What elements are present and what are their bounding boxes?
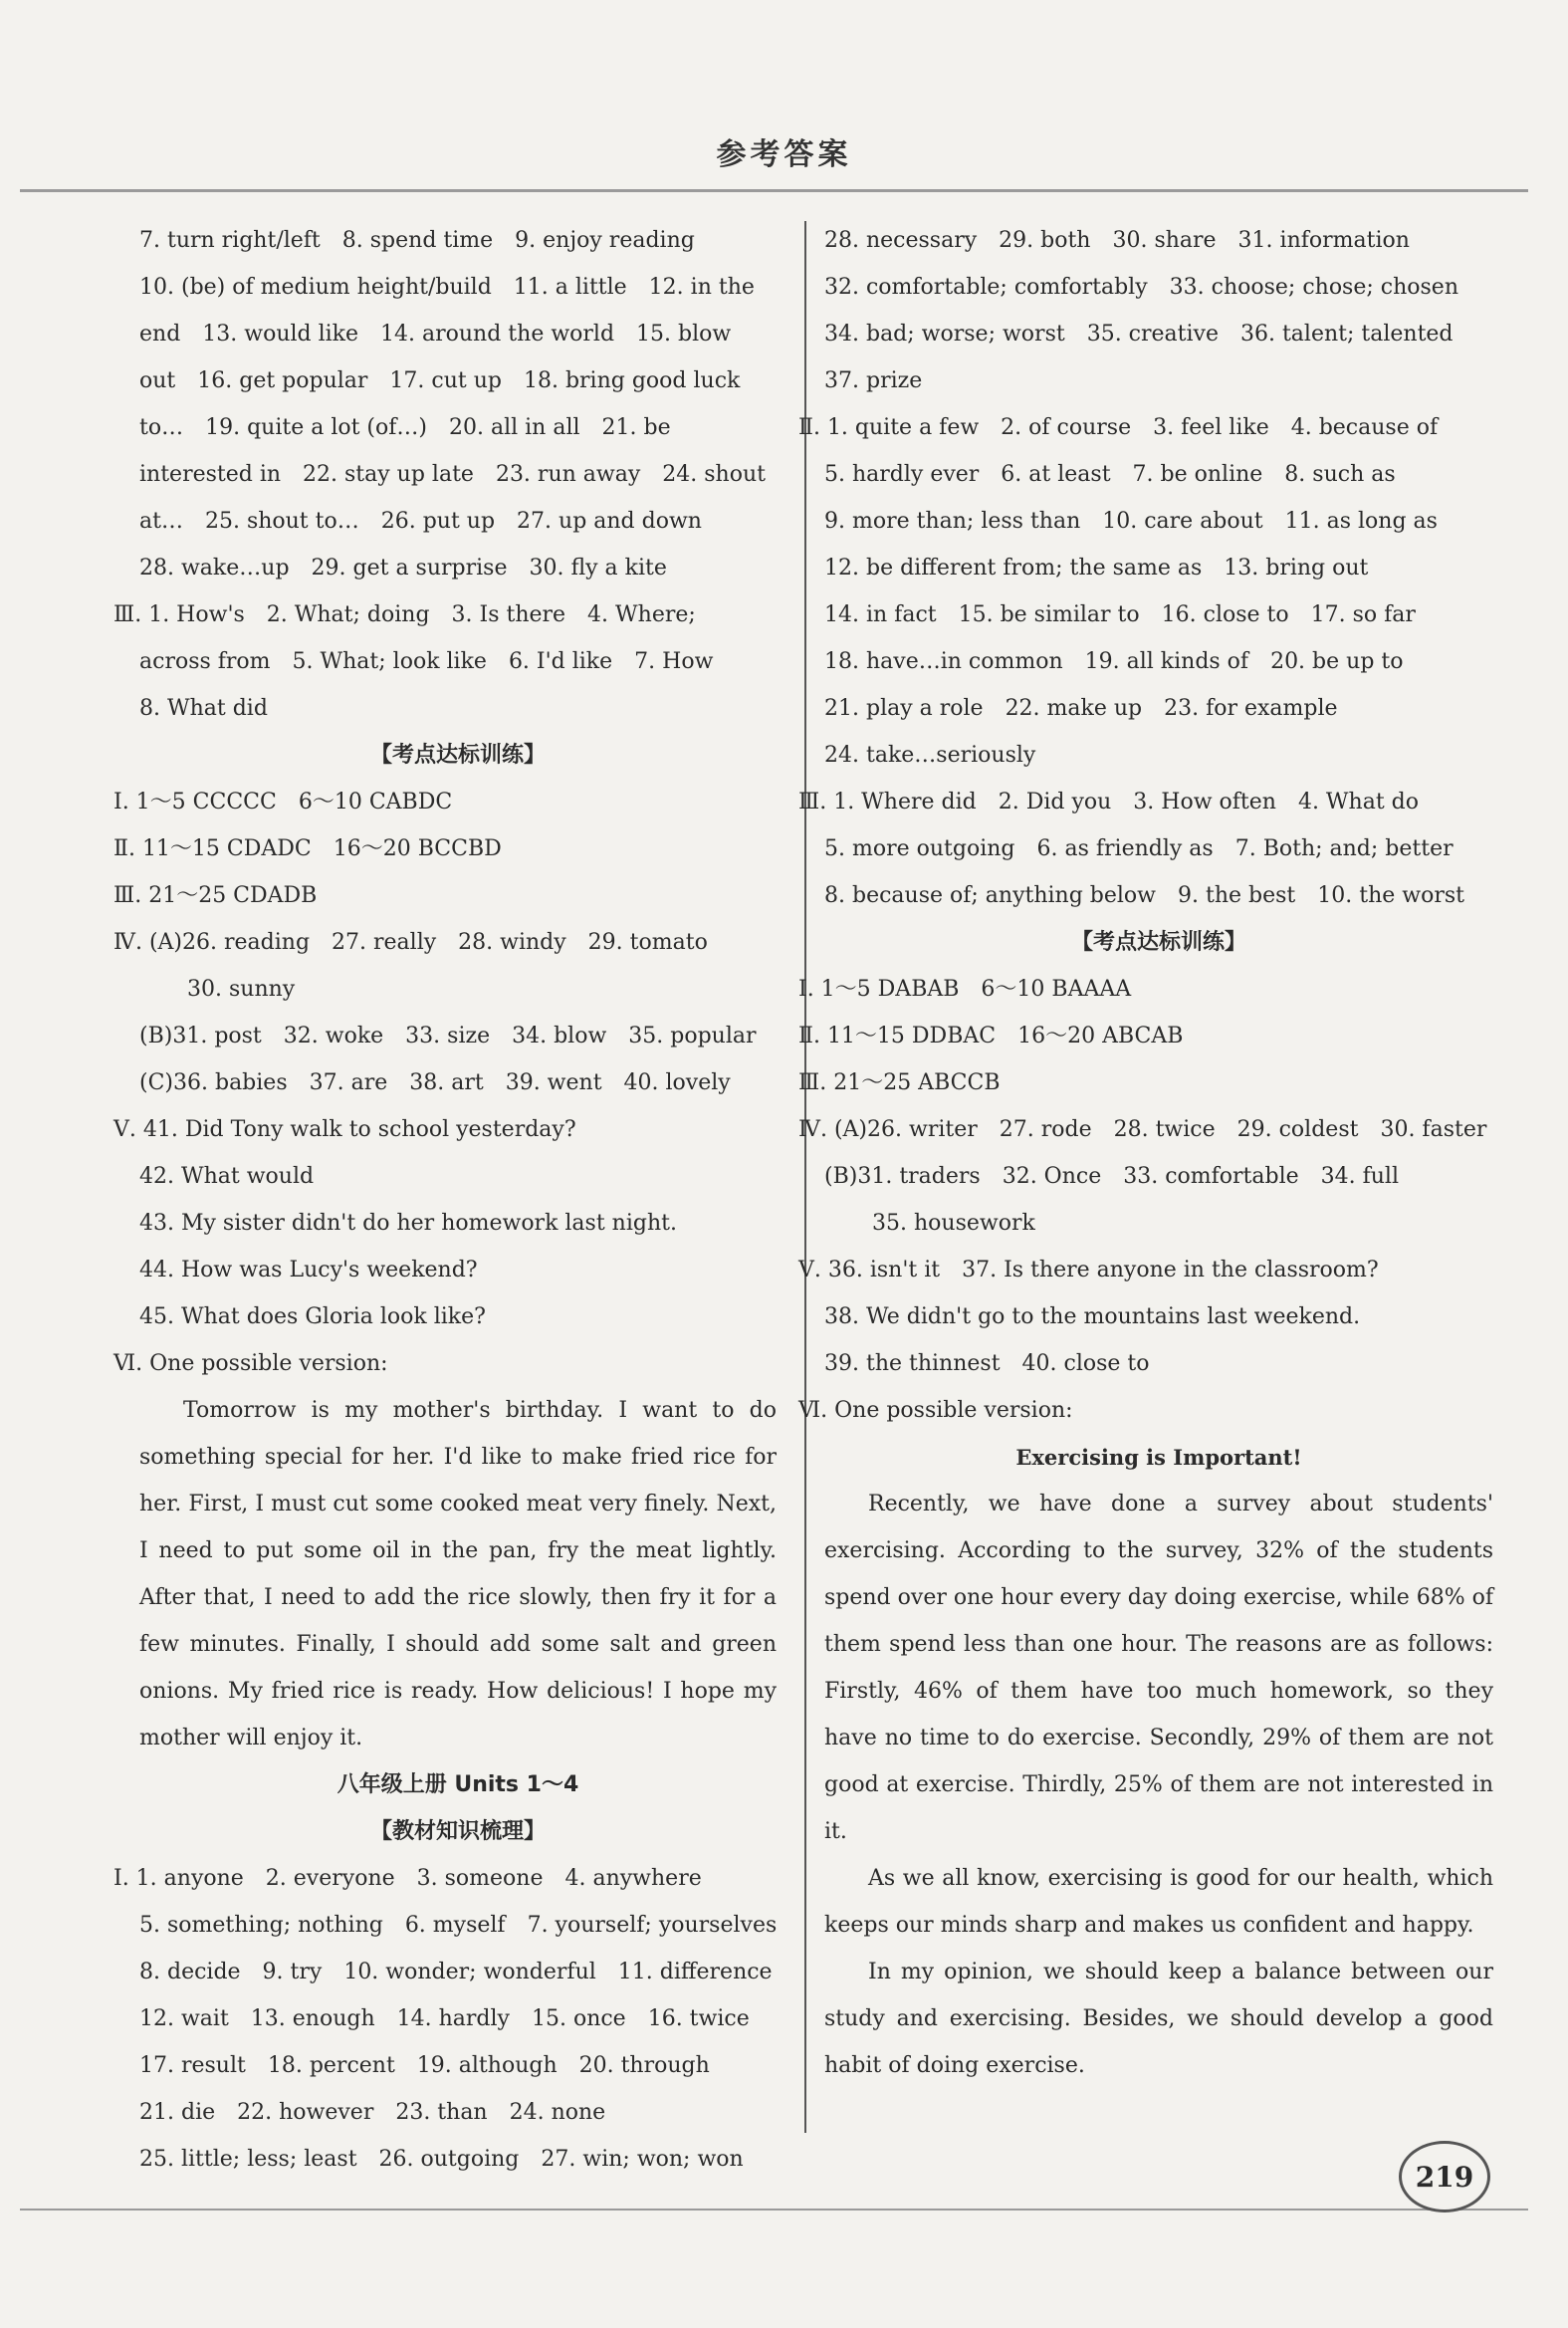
answer-line: Ⅱ. 11～15 DDBAC 16～20 ABCAB bbox=[798, 1024, 1184, 1048]
answer-line: 5. hardly ever 6. at least 7. be online 8. such as bbox=[824, 462, 1396, 487]
answer-line: 7. turn right/left 8. spend time 9. enjoy reading bbox=[139, 228, 695, 253]
answer-line: across from 5. What; look like 6. I'd like 7. How bbox=[139, 649, 714, 674]
answer-line: 28. necessary 29. both 30. share 31. information bbox=[824, 228, 1410, 253]
answer-line: Ⅰ. 1～5 CCCCC 6～10 CABDC bbox=[113, 790, 453, 815]
header-divider bbox=[20, 189, 1528, 192]
answer-line: 21. play a role 22. make up 23. for example bbox=[824, 696, 1338, 721]
essay-paragraph: Recently, we have done a survey about students' exercising. According to the survey, 32% of the students spend over one hour every day doing exercise, while 68% of them spend less than one hour. The reasons are as follows: Firstly, 46% of them have too much homework, so they have no time to do exercise. Secondly, 29% of them are not good at exercise. Thirdly, 25% of them are not interested in it. bbox=[824, 1492, 1493, 1844]
page-number: 219 bbox=[1415, 2160, 1474, 2194]
answer-line: 30. sunny bbox=[187, 977, 296, 1002]
answer-line: Ⅲ. 21～25 ABCCB bbox=[798, 1070, 1001, 1095]
answer-line: 14. in fact 15. be similar to 16. close to 17. so far bbox=[824, 602, 1416, 627]
answer-line: Ⅴ. 36. isn't it 37. Is there anyone in the classroom? bbox=[798, 1258, 1379, 1282]
answer-line: 28. wake…up 29. get a surprise 30. fly a kite bbox=[139, 556, 667, 581]
answer-line: Ⅳ. (A)26. reading 27. really 28. windy 29. tomato bbox=[113, 930, 708, 955]
answer-line: to… 19. quite a lot (of…) 20. all in all 21. be bbox=[139, 415, 671, 440]
answer-line: 25. little; less; least 26. outgoing 27. win; won; won bbox=[139, 2147, 744, 2172]
essay-title: Exercising is Important! bbox=[1015, 1445, 1302, 1470]
answer-line: Ⅵ. One possible version: bbox=[798, 1398, 1073, 1423]
answer-line: interested in 22. stay up late 23. run away 24. shout bbox=[139, 462, 766, 487]
page-title: 参考答案 bbox=[716, 137, 852, 172]
answer-line: Ⅰ. 1～5 DABAB 6～10 BAAAA bbox=[798, 977, 1132, 1002]
essay-paragraph: As we all know, exercising is good for our health, which keeps our minds sharp and makes us confident and happy. bbox=[824, 1866, 1493, 1938]
answer-line: Ⅲ. 1. Where did 2. Did you 3. How often 4. What do bbox=[798, 790, 1419, 815]
answer-line: end 13. would like 14. around the world 15. blow bbox=[139, 322, 732, 347]
answer-line: out 16. get popular 17. cut up 18. bring good luck bbox=[139, 368, 741, 393]
answer-line: Ⅲ. 21～25 CDADB bbox=[113, 883, 318, 908]
answer-line: 38. We didn't go to the mountains last weekend. bbox=[824, 1304, 1361, 1329]
unit-heading: 八年级上册 Units 1～4 bbox=[336, 1772, 579, 1797]
answer-line: 12. be different from; the same as 13. bring out bbox=[824, 556, 1369, 581]
footer-divider bbox=[20, 2209, 1528, 2211]
answer-line: (B)31. traders 32. Once 33. comfortable 34. full bbox=[824, 1164, 1399, 1189]
answer-line: 24. take…seriously bbox=[824, 743, 1036, 768]
answer-line: (C)36. babies 37. are 38. art 39. went 40. lovely bbox=[139, 1070, 731, 1095]
answer-line: 8. What did bbox=[139, 696, 268, 721]
answer-line: Ⅳ. (A)26. writer 27. rode 28. twice 29. coldest 30. faster bbox=[798, 1117, 1487, 1142]
answer-line: Ⅵ. One possible version: bbox=[113, 1351, 388, 1376]
answer-line: Ⅴ. 41. Did Tony walk to school yesterday? bbox=[113, 1117, 576, 1142]
column-divider bbox=[804, 221, 806, 2133]
answer-line: 35. housework bbox=[872, 1211, 1035, 1236]
answer-line: (B)31. post 32. woke 33. size 34. blow 35. popular bbox=[139, 1024, 757, 1048]
section-heading: 【考点达标训练】 bbox=[1070, 930, 1246, 955]
answer-line: 21. die 22. however 23. than 24. none bbox=[139, 2100, 606, 2125]
section-heading: 【考点达标训练】 bbox=[369, 743, 546, 768]
section-heading: 【教材知识梳理】 bbox=[369, 1819, 546, 1844]
answer-line: 10. (be) of medium height/build 11. a little 12. in the bbox=[139, 275, 755, 300]
answer-line: 9. more than; less than 10. care about 11. as long as bbox=[824, 509, 1438, 534]
sample-essay: Tomorrow is my mother's birthday. I want to do something special for her. I'd like to make fried rice for her. First, I must cut some cooked meat very finely. Next, I need to put some oil in the pan, fry the meat lightly. After that, I need to add the rice slowly, then fry it for a few minutes. Finally, I should add some salt and green onions. My fried rice is ready. How delicious! I hope my mother will enjoy it. bbox=[139, 1398, 777, 1750]
answer-line: 8. because of; anything below 9. the best 10. the worst bbox=[824, 883, 1464, 908]
answer-line: 37. prize bbox=[824, 368, 923, 393]
answer-line: Ⅲ. 1. How's 2. What; doing 3. Is there 4. Where; bbox=[113, 602, 696, 627]
page-header bbox=[0, 129, 1568, 173]
answer-line: 32. comfortable; comfortably 33. choose; chose; chosen bbox=[824, 275, 1458, 300]
answer-line: 12. wait 13. enough 14. hardly 15. once 16. twice bbox=[139, 2006, 750, 2031]
left-column bbox=[113, 217, 778, 2183]
essay-paragraph: In my opinion, we should keep a balance between our study and exercising. Besides, we should develop a good habit of doing exercise. bbox=[824, 1960, 1493, 2078]
answer-line: 42. What would bbox=[139, 1164, 315, 1189]
answer-line: 5. something; nothing 6. myself 7. yourself; yourselves bbox=[139, 1913, 778, 1938]
answer-line: 17. result 18. percent 19. although 20. through bbox=[139, 2053, 710, 2078]
answer-line: 39. the thinnest 40. close to bbox=[824, 1351, 1150, 1376]
answer-line: Ⅰ. 1. anyone 2. everyone 3. someone 4. anywhere bbox=[113, 1866, 702, 1891]
answer-line: Ⅱ. 11～15 CDADC 16～20 BCCBD bbox=[113, 836, 502, 861]
answer-line: 34. bad; worse; worst 35. creative 36. talent; talented bbox=[824, 322, 1454, 347]
answer-line: 45. What does Gloria look like? bbox=[139, 1304, 486, 1329]
answer-line: 18. have…in common 19. all kinds of 20. be up to bbox=[824, 649, 1404, 674]
answer-line: at… 25. shout to… 26. put up 27. up and down bbox=[139, 509, 702, 534]
right-column bbox=[798, 217, 1493, 2089]
page-number-badge bbox=[1399, 2141, 1490, 2212]
answer-line: Ⅱ. 1. quite a few 2. of course 3. feel like 4. because of bbox=[798, 415, 1439, 440]
answer-line: 5. more outgoing 6. as friendly as 7. Both; and; better bbox=[824, 836, 1454, 861]
answer-line: 43. My sister didn't do her homework last night. bbox=[139, 1211, 677, 1236]
answer-line: 8. decide 9. try 10. wonder; wonderful 11. difference bbox=[139, 1960, 773, 1984]
answer-line: 44. How was Lucy's weekend? bbox=[139, 1258, 478, 1282]
